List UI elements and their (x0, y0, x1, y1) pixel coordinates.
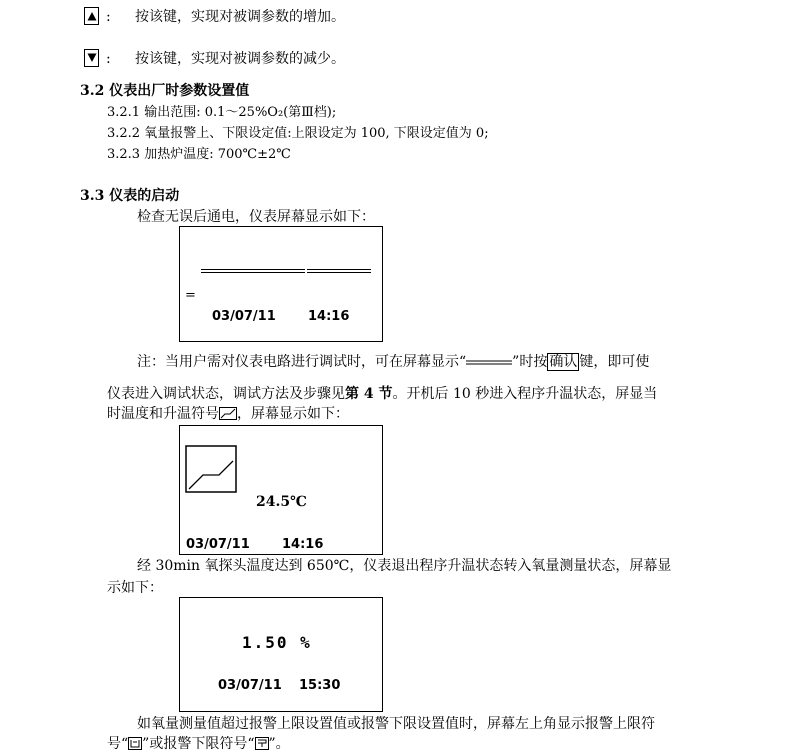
note3-text-a: 时温度和升温符号 (107, 406, 219, 422)
alarm-text-c: ”。 (268, 736, 290, 752)
confirm-key-label: 确认 (549, 354, 578, 370)
down-key-colon: : (106, 51, 111, 67)
measure-paragraph-line-1: 经 30min 氧探头温度达到 650℃，仪表退出程序升温状态转入氧量测量状态，屏幕显 (137, 558, 672, 574)
note-text-b: 时按 (519, 354, 548, 370)
screen3-time: 15:30 (299, 678, 341, 693)
up-key-colon: : (106, 9, 111, 25)
alarm-paragraph-line-1: 如氧量测量值超过报警上限设置值或报警下限设置值时，屏幕左上角显示报警上限符 (137, 716, 655, 732)
lcd-screen-startup (179, 226, 383, 342)
section-3-2-heading: 3.2 仪表出厂时参数设置值 (80, 83, 250, 99)
screen2-temperature: 24.5℃ (256, 494, 307, 510)
startup-intro: 检查无误后通电，仪表屏幕显示如下： (137, 209, 375, 225)
screen1-date: 03/07/11 (212, 309, 276, 324)
note-line-3 (107, 405, 349, 423)
alarm-paragraph-line-2 (107, 735, 290, 753)
section-4-reference: 第 4 节 (345, 386, 393, 402)
double-line-left (201, 269, 305, 273)
open-quote: “ (459, 354, 467, 370)
item-3-2-3: 3.2.3 加热炉温度: 700℃±2℃ (107, 147, 291, 162)
measure-paragraph-line-2: 示如下： (107, 580, 163, 596)
lcd-screen-measure (179, 597, 383, 712)
note3-text-b: ，屏幕显示如下： (237, 406, 349, 422)
screen1-time: 14:16 (308, 309, 350, 324)
note2-text-b: 。开机后 10 秒进入程序升温状态，屏显当 (392, 386, 658, 402)
screen2-date: 03/07/11 (186, 537, 250, 552)
section-3-3-heading: 3.3 仪表的启动 (80, 188, 180, 204)
item-3-2-2: 3.2.2 氧量报警上、下限设定值:上限设定为 100, 下限设定值为 0; (107, 126, 489, 141)
double-line-symbol-icon (466, 356, 512, 368)
lcd-screen-heating (179, 425, 383, 555)
close-quote: ” (512, 354, 520, 370)
double-line-right (307, 269, 371, 273)
triangle-down-icon (87, 53, 97, 63)
note-text-c: 键，即可使 (579, 354, 650, 370)
screen1-equals: = (185, 288, 196, 303)
alarm-lower-limit-icon (255, 737, 269, 750)
alarm-text-a: 号“ (107, 736, 129, 752)
down-key-box (84, 49, 99, 67)
up-key-box (84, 7, 99, 25)
note-line-2 (107, 385, 657, 403)
item-3-2-1: 3.2.1 输出范围: 0.1～25%O₂(第Ⅲ档); (107, 105, 337, 120)
screen3-date: 03/07/11 (218, 678, 282, 693)
alarm-upper-limit-icon (128, 737, 142, 750)
note2-text-a: 仪表进入调试状态，调试方法及步骤见 (107, 386, 345, 402)
down-key-description: 按该键，实现对被调参数的减少。 (135, 51, 345, 67)
up-key-description: 按该键，实现对被调参数的增加。 (135, 9, 345, 25)
heating-ramp-icon (185, 445, 237, 493)
note-text-a: 注：当用户需对仪表电路进行调试时，可在屏幕显示 (137, 354, 459, 370)
ramp-up-symbol-icon (219, 407, 237, 420)
screen3-oxygen-value: 1.50 % (242, 633, 312, 652)
note-line-1 (137, 353, 649, 371)
triangle-up-icon (87, 11, 97, 21)
screen2-time: 14:16 (282, 537, 324, 552)
alarm-text-b: ”或报警下限符号“ (142, 736, 255, 752)
